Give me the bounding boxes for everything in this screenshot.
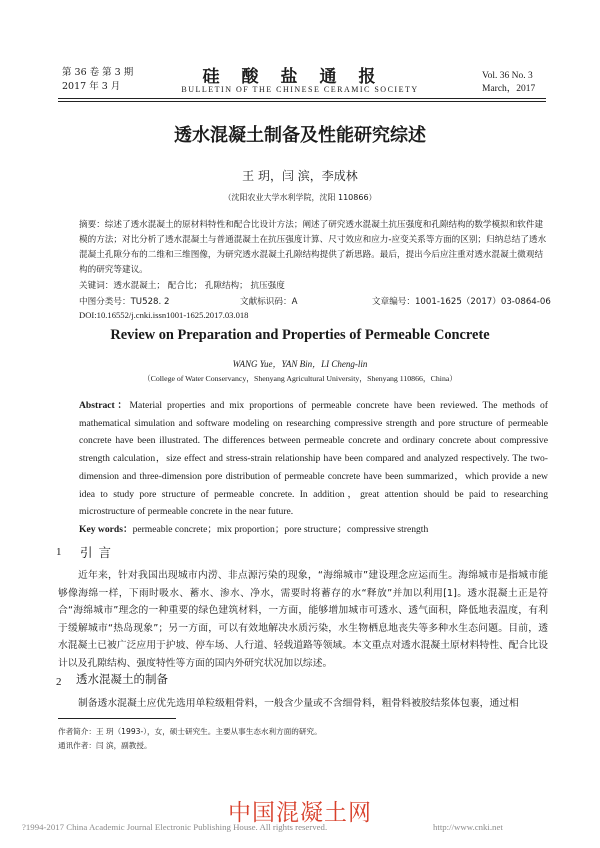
header-rule-thin [58,101,546,102]
footer-url[interactable]: http://www.cnki.net [433,822,503,832]
abstract-cn: 摘要：综述了透水混凝土的原材料特性和配合比设计方法；阐述了研究透水混凝土抗压强度和孔隙结构的数学模拟和软件建模的方法；对比分析了透水混凝土与普通混凝土在抗压强度计算、尺寸效应和应力-应变关系等方面的区别；归纳总结了透水混凝土孔隙分布的二维和三维图像，为研究透水混凝土孔隙结构提供了新思路。最后，提出今后应注重对透水混凝土微观结构的研究等建议。 [79,220,547,275]
affiliation-cn: （沈阳农业大学水利学院，沈阳 110866） [223,193,377,202]
issue-volume-en: Vol. 36 No. 3 [482,71,533,81]
footer-copyright: ?1994-2017 China Academic Journal Electronic Publishing House. All rights reserved. [22,822,328,832]
abstract-en-text: Material properties and mix proportions of permeable concrete have been reviewed. The methods of mathematical simulation and software modeling on researching compressive strength and pore structure of permeable concrete have been illustrated. The differences between permeable concrete and ordinary concrete about compressive strength calculation，size effect and stress-strain relationship have been compared and analyzed respectively. The two-dimension and three-dimension pore distribution of permeable concrete have been summarized，which provide a new idea to study pore structure of permeable concrete. In addition，great attention should be paid to researching microstructure of permeable concrete in the near future. [79,400,549,518]
doi[interactable]: DOI:10.16552/j.cnki.issn1001-1625.2017.03.018 [79,310,249,320]
keywords-en-label: Key words： [79,524,133,535]
footnote-corresponding-author: 通讯作者：闫 滨，副教授。 [58,741,152,750]
authors-en: WANG Yue，YAN Bin，LI Cheng-lin [232,359,368,369]
section-1-number: 1 [56,546,62,558]
header-rule [58,98,546,99]
article-title-en: Review on Preparation and Properties of Permeable Concrete [110,327,490,343]
section-1-paragraph: 近年来，针对我国出现城市内涝、非点源污染的现象，“海绵城市”建设理念应运而生。海绵城市是指城市能够像海绵一样，下雨时吸水、蓄水、渗水、净水，需要时将蓄存的水“释放”并加以利用[1]。透水混凝土正是符合“海绵城市”理念的一种重要的绿色建筑材料，一方面，能够增加城市可透水、透气面积，降低地表温度，有利于缓解城市“热岛现象”；另一方面，可以有效地解决水质污染，水生物栖息地丧失等多种水生态问题。目前，透水混凝土已被广泛应用于护坡、停车场、人行道、轻载道路等领域。本文重点对透水混凝土原材料特性、配合比设计以及孔隙结构、强度特性等方面的国内外研究状况加以综述。 [58,570,548,669]
section-2-paragraph: 制备透水混凝土应优先选用单粒级粗骨料，一般含少量或不含细骨料，粗骨料被胶结浆体包裹，通过相 [78,698,519,709]
authors-cn: 王 玥，闫 滨，李成林 [242,169,358,183]
abstract-en-label: Abstract： [79,400,130,411]
keywords-en [79,521,428,535]
keywords-cn: 关键词：透水混凝土； 配合比； 孔隙结构； 抗压强度 [79,281,285,291]
clc-number: 中图分类号：TU528. 2 [79,297,170,307]
document-code: 文献标识码：A [240,297,298,307]
footnote-rule [58,718,176,719]
issue-info-en [482,70,535,96]
affiliation-en: （College of Water Conservancy，Shenyang Agricultural University，Shenyang 110866，China） [142,374,458,383]
keywords-en-text: permeable concrete；mix proportion；pore structure；compressive strength [132,524,429,535]
section-2-title: 透水混凝土的制备 [76,672,168,686]
section-1-title: 引言 [80,545,118,560]
article-title-cn: 透水混凝土制备及性能研究综述 [174,125,426,146]
issue-date-cn: 2017 年 3 月 [62,81,121,92]
journal-name-en: BULLETIN OF THE CHINESE CERAMIC SOCIETY [181,85,419,94]
issue-volume-cn: 第 36 卷 第 3 期 [62,67,134,78]
watermark-logo: 中国混凝土网 [228,800,372,826]
article-number: 文章编号：1001-1625（2017）03-0864-06 [372,297,551,307]
issue-date-en: March，2017 [482,84,536,94]
footnote-author-bio: 作者简介：王 玥（1993-），女，硕士研究生。主要从事生态水利方面的研究。 [58,727,322,736]
abstract-en [79,397,548,521]
section-2-number: 2 [56,676,62,688]
journal-name-cn: 硅酸盐通报 [202,67,398,87]
